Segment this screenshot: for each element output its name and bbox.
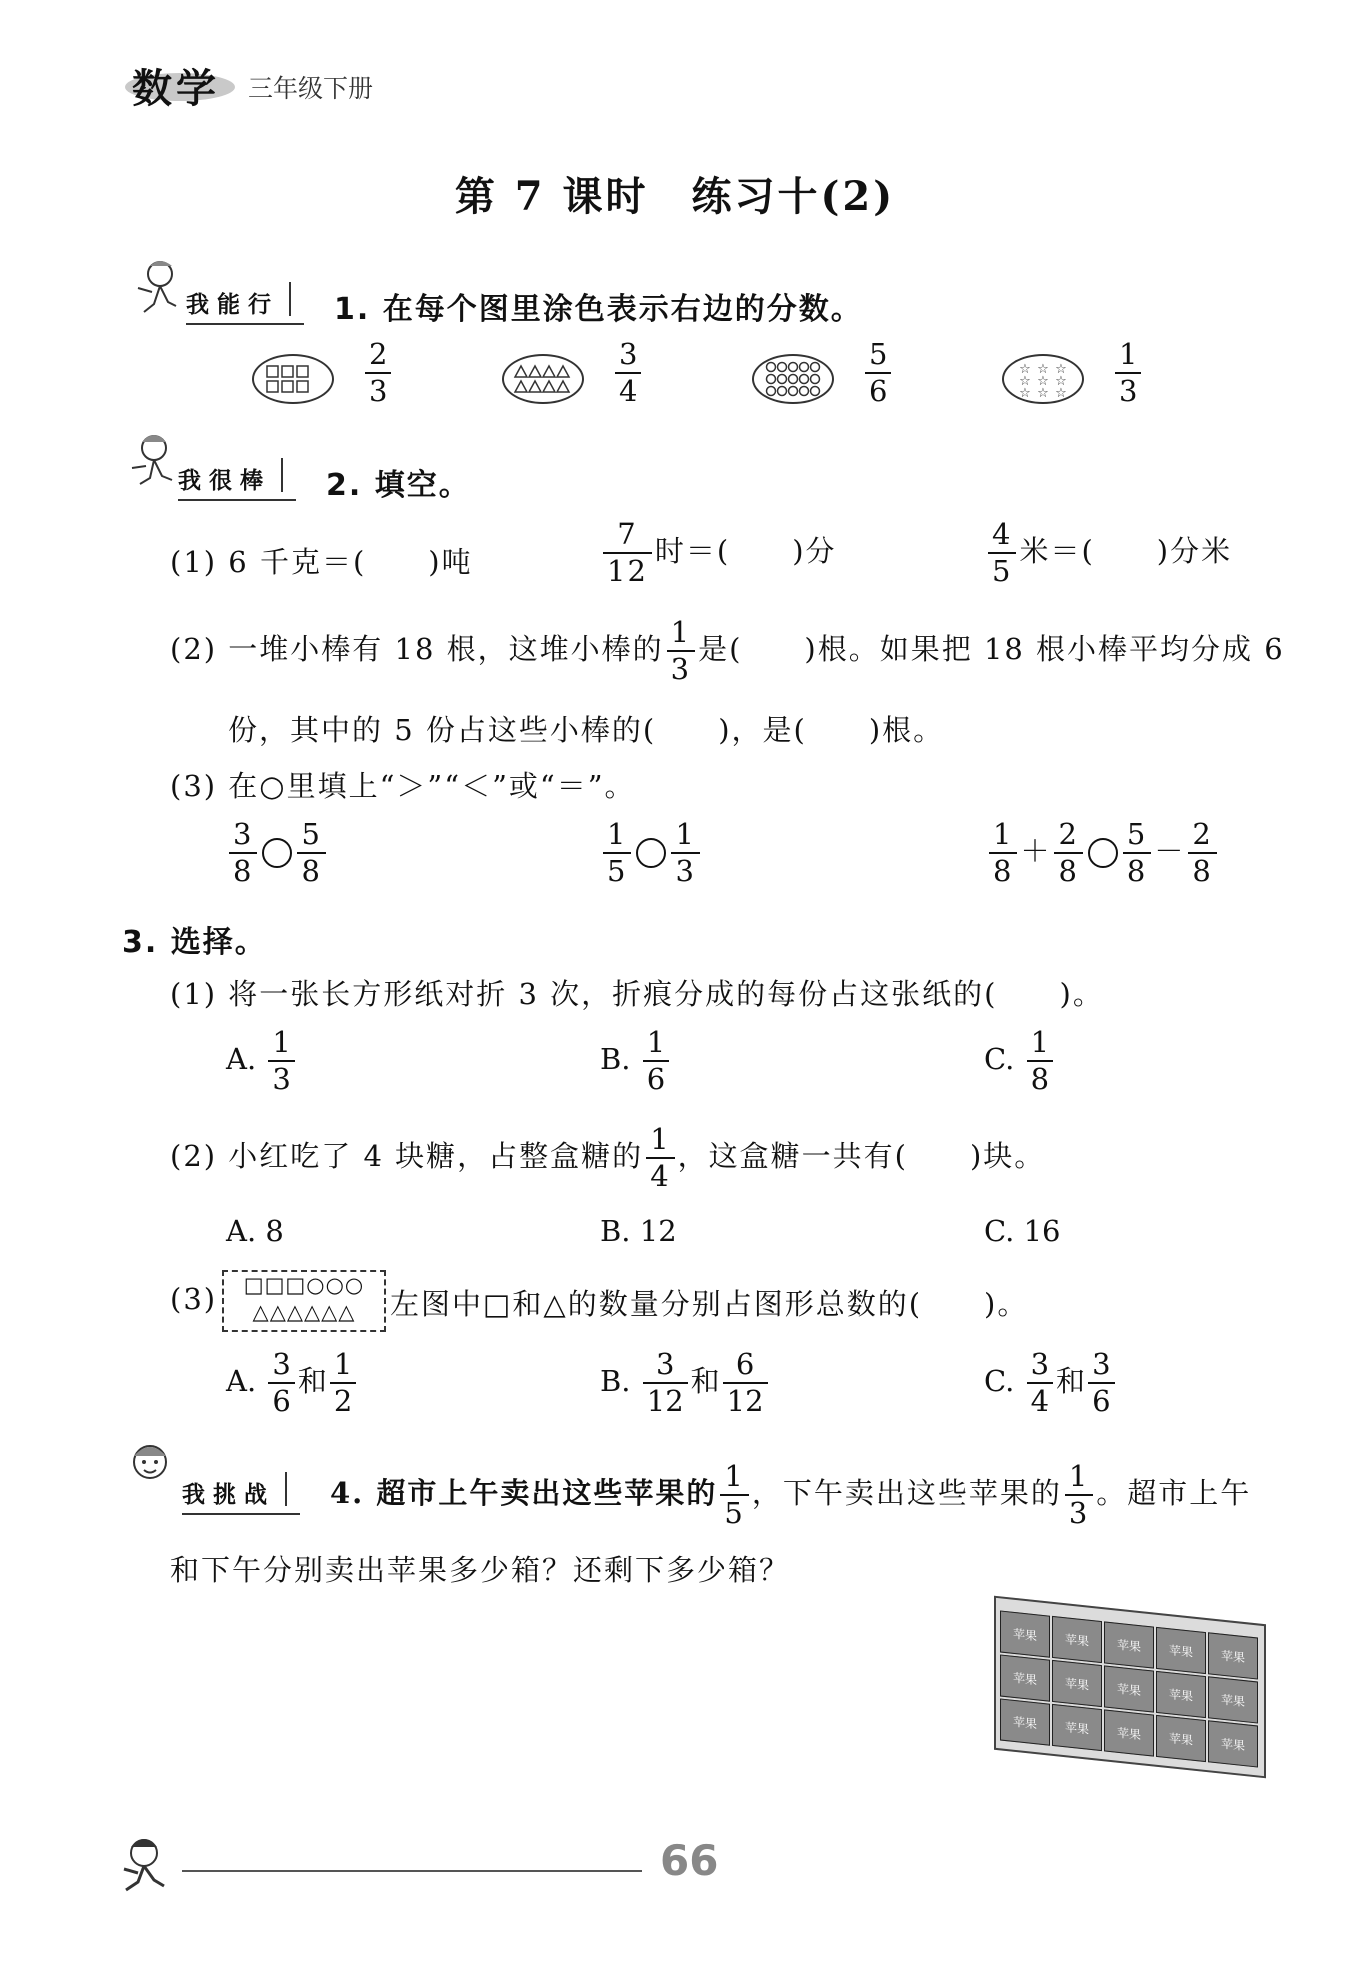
q2-p1-a: (1) 6 千克＝( )吨 xyxy=(170,545,473,579)
fraction: $\frac{7}{12}$ xyxy=(603,520,652,586)
option-label: A. xyxy=(226,1042,257,1076)
fraction: $\frac{6}{12}$ xyxy=(723,1350,768,1416)
svg-text:☆: ☆ xyxy=(1019,374,1031,389)
footer-rule xyxy=(182,1870,642,1872)
badge-bar xyxy=(281,458,283,492)
q4-post: 。超市上午 xyxy=(1096,1476,1252,1510)
fraction: $\frac{3}{12}$ xyxy=(643,1350,688,1416)
oval-triangles xyxy=(502,354,584,404)
option-label: A. xyxy=(226,1364,257,1398)
badge-label: 我挑战 xyxy=(182,1482,275,1508)
grade-label: 三年级下册 xyxy=(248,74,374,103)
svg-text:☆: ☆ xyxy=(1037,362,1049,377)
badge-wo-neng-xing xyxy=(186,286,279,319)
apple-box xyxy=(1052,1660,1102,1707)
q2-p2-line2: 份，其中的 5 份占这些小棒的( )，是( )根。 xyxy=(228,713,945,747)
fraction: $\frac{1}{3}$ xyxy=(1065,1462,1093,1528)
box-label: 苹果 xyxy=(1064,1719,1089,1737)
shape-row-1: □□□○○○ xyxy=(243,1273,365,1297)
apple-box xyxy=(1104,1709,1154,1756)
q2-heading: 2. 填空。 xyxy=(326,468,471,503)
option-label: B. xyxy=(600,1364,631,1398)
q3-p2-option-a[interactable]: A. 8 xyxy=(226,1214,284,1248)
option-label: C. xyxy=(984,1042,1015,1076)
q2-p3-compare-1 xyxy=(226,817,329,888)
q1-heading: 1. 在每个图里涂色表示右边的分数。 xyxy=(334,292,863,327)
q3-p1-text: (1) 将一张长方形纸对折 3 次，折痕分成的每份占这张纸的( )。 xyxy=(170,977,1104,1011)
apple-box xyxy=(1156,1627,1206,1674)
box-label: 苹果 xyxy=(1168,1642,1193,1660)
fraction: $\frac{3}{4}$ xyxy=(1027,1350,1053,1416)
q3-p2-option-b[interactable]: B. 12 xyxy=(600,1214,677,1248)
box-label: 苹果 xyxy=(1116,1725,1141,1742)
joiner: 和 xyxy=(297,1364,327,1398)
svg-text:☆: ☆ xyxy=(1019,386,1031,397)
q2-p2-pre: (2) 一堆小棒有 18 根，这堆小棒的 xyxy=(170,632,664,666)
q2-p3-compare-2 xyxy=(600,817,703,888)
q3-p2-text xyxy=(170,1122,1046,1193)
box-label: 苹果 xyxy=(1168,1730,1193,1748)
badge-underline xyxy=(186,323,304,325)
badge-wo-tiao-zhan xyxy=(182,1476,275,1509)
apple-box xyxy=(1208,1676,1258,1723)
q4-mid: ，下午卖出这些苹果的 xyxy=(751,1476,1062,1510)
q3-p2-pre: (2) 小红吃了 4 块糖，占整盒糖的 xyxy=(170,1139,644,1173)
apple-box xyxy=(1104,1665,1154,1712)
q3-p2-post: ，这盒糖一共有( )块。 xyxy=(677,1139,1046,1173)
apple-boxes-illustration xyxy=(990,1606,1270,1776)
apple-box xyxy=(1052,1704,1102,1751)
q3-heading: 3. 选择。 xyxy=(122,925,267,960)
box-label: 苹果 xyxy=(1012,1626,1037,1643)
fraction: $\frac{2}{8}$ xyxy=(1054,820,1082,886)
q2-p1-b-text: 时＝( )分 xyxy=(654,534,837,568)
q3-p2-option-c[interactable]: C. 16 xyxy=(984,1214,1061,1248)
fraction: $\frac{1}{3}$ xyxy=(671,820,699,886)
compare-circle[interactable] xyxy=(262,838,292,868)
q3-p1-option-a[interactable] xyxy=(226,1025,298,1096)
page-number: 66 xyxy=(660,1836,719,1885)
fraction: $\frac{1}{6}$ xyxy=(643,1028,669,1094)
compare-circle[interactable] xyxy=(1088,838,1118,868)
badge-underline xyxy=(178,499,296,501)
box-label: 苹果 xyxy=(1116,1681,1141,1698)
subject-label: 数学 xyxy=(132,66,220,112)
compare-circle[interactable] xyxy=(636,838,666,868)
q4-line2: 和下午分别卖出苹果多少箱？还剩下多少箱？ xyxy=(170,1553,791,1587)
joiner: 和 xyxy=(1056,1364,1086,1398)
q2-p1-c xyxy=(985,517,1233,588)
svg-text:☆: ☆ xyxy=(1037,386,1049,397)
oval-stars xyxy=(1002,354,1084,404)
fraction: $\frac{1}{2}$ xyxy=(330,1350,356,1416)
box-label: 苹果 xyxy=(1012,1670,1037,1687)
q2-p2-line1 xyxy=(170,615,1285,686)
mascot-icon-3 xyxy=(122,1440,176,1500)
fraction: $\frac{5}{8}$ xyxy=(297,820,325,886)
minus-sign: － xyxy=(1154,834,1186,868)
q3-p3-option-c[interactable] xyxy=(984,1347,1118,1418)
header xyxy=(120,55,400,115)
option-label: B. xyxy=(600,1042,631,1076)
box-label: 苹果 xyxy=(1116,1637,1141,1654)
apple-box xyxy=(1000,1698,1050,1745)
page-title: 第 7 课时 练习十(2) xyxy=(454,173,896,220)
fraction: $\frac{5}{8}$ xyxy=(1123,820,1151,886)
q2-p1-b xyxy=(600,517,837,588)
svg-text:☆: ☆ xyxy=(1055,374,1067,389)
q2-p2-post: 是( )根。如果把 18 根小棒平均分成 6 xyxy=(698,632,1285,666)
badge-wo-hen-bang xyxy=(178,462,271,495)
badge-bar xyxy=(285,1472,287,1506)
box-label: 苹果 xyxy=(1064,1675,1089,1693)
q2-p3-label: (3) 在○里填上“＞”“＜”或“＝”。 xyxy=(170,769,636,803)
box-label: 苹果 xyxy=(1220,1692,1245,1709)
q3-p1-option-b[interactable] xyxy=(600,1025,672,1096)
q2-p1-c-text: 米＝( )分米 xyxy=(1019,534,1233,568)
fraction: $\frac{1}{8}$ xyxy=(1027,1028,1053,1094)
oval-squares xyxy=(252,354,334,404)
box-label: 苹果 xyxy=(1012,1714,1037,1731)
q3-p3-label: (3) xyxy=(170,1282,218,1316)
box-label: 苹果 xyxy=(1220,1648,1245,1665)
badge-label: 我能行 xyxy=(186,292,279,318)
q3-p3-shape-box xyxy=(222,1270,386,1332)
q1-fraction-3: $\frac{5}{6}$ xyxy=(865,340,891,406)
badge-label: 我很棒 xyxy=(178,468,271,494)
fraction: $\frac{2}{8}$ xyxy=(1188,820,1216,886)
option-label: C. xyxy=(984,1364,1015,1398)
fraction: $\frac{3}{6}$ xyxy=(1088,1350,1114,1416)
joiner: 和 xyxy=(690,1364,720,1398)
apple-box xyxy=(1208,1720,1258,1767)
fraction: $\frac{1}{5}$ xyxy=(720,1462,748,1528)
apple-box xyxy=(1156,1715,1206,1762)
q3-p3-option-b[interactable] xyxy=(600,1347,771,1418)
q1-fraction-1: $\frac{2}{3}$ xyxy=(365,340,391,406)
q3-p1-option-c[interactable] xyxy=(984,1025,1056,1096)
apple-box xyxy=(1000,1610,1050,1657)
apple-box xyxy=(1000,1654,1050,1701)
fraction: $\frac{3}{8}$ xyxy=(229,820,257,886)
q3-p3-option-a[interactable] xyxy=(226,1347,359,1418)
mascot-icon-2 xyxy=(128,430,178,490)
fraction: $\frac{1}{5}$ xyxy=(603,820,631,886)
q1-fraction-4: $\frac{1}{3}$ xyxy=(1115,340,1141,406)
fraction: $\frac{3}{6}$ xyxy=(268,1350,294,1416)
oval-circles xyxy=(752,354,834,404)
svg-text:☆: ☆ xyxy=(1019,362,1031,377)
footer-mascot-icon xyxy=(118,1835,174,1897)
fraction: $\frac{1}{4}$ xyxy=(646,1125,674,1191)
apple-box xyxy=(1104,1621,1154,1668)
q3-p3-text: 左图中□和△的数量分别占图形总数的( )。 xyxy=(390,1287,1029,1321)
fraction: $\frac{4}{5}$ xyxy=(988,520,1016,586)
fraction: $\frac{1}{8}$ xyxy=(989,820,1017,886)
badge-bar xyxy=(289,282,291,316)
badge-underline xyxy=(182,1513,300,1515)
apple-box xyxy=(1208,1632,1258,1679)
box-label: 苹果 xyxy=(1168,1686,1193,1704)
fraction: $\frac{1}{3}$ xyxy=(268,1028,294,1094)
q4-pre: 4. 超市上午卖出这些苹果的 xyxy=(330,1476,718,1510)
plus-sign: ＋ xyxy=(1020,834,1052,868)
q1-fraction-2: $\frac{3}{4}$ xyxy=(615,340,641,406)
svg-text:☆: ☆ xyxy=(1055,362,1067,377)
q4-line1 xyxy=(330,1459,1252,1530)
mascot-icon xyxy=(132,258,182,318)
shape-row-2: △△△△△△ xyxy=(252,1300,356,1324)
fraction: $\frac{1}{3}$ xyxy=(667,618,695,684)
svg-text:☆: ☆ xyxy=(1037,374,1049,389)
apple-box xyxy=(1052,1616,1102,1663)
apple-box xyxy=(1156,1671,1206,1718)
box-label: 苹果 xyxy=(1220,1736,1245,1753)
q2-p3-compare-3 xyxy=(986,817,1220,888)
svg-text:☆: ☆ xyxy=(1055,386,1067,397)
box-label: 苹果 xyxy=(1064,1631,1089,1649)
